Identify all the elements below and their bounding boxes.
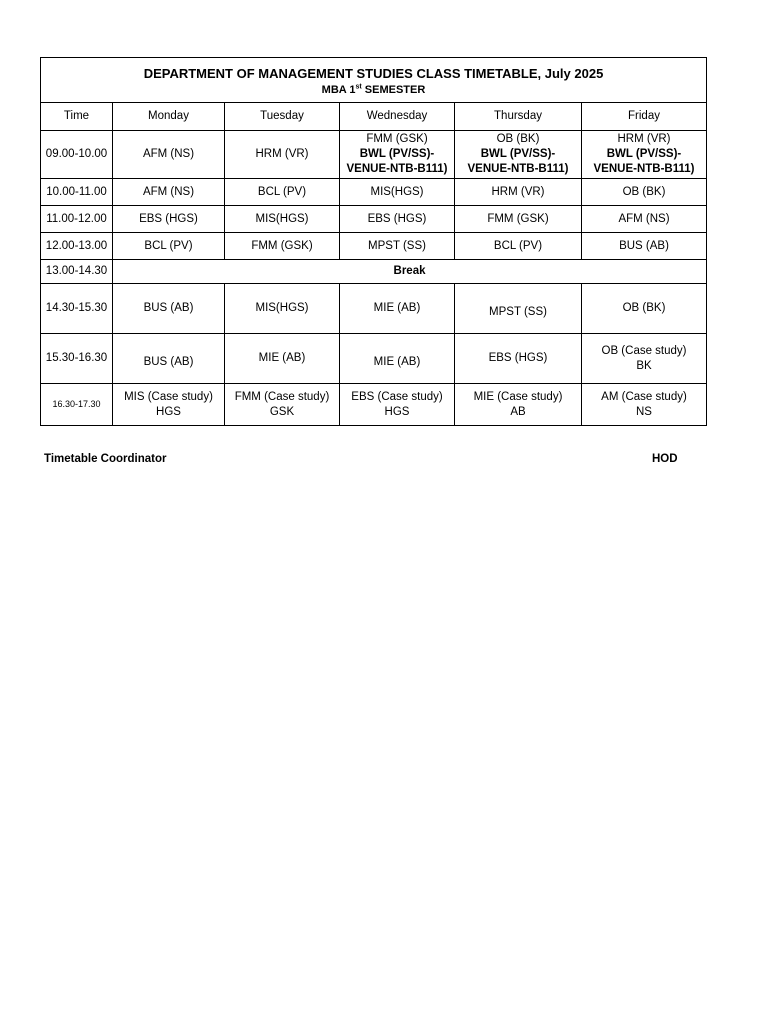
cell-wednesday: MIE (AB) xyxy=(340,284,455,334)
cell-friday: AFM (NS) xyxy=(582,206,707,233)
cell-monday xyxy=(113,384,225,426)
cell-monday: EBS (HGS) xyxy=(113,206,225,233)
cell-monday: BCL (PV) xyxy=(113,233,225,260)
time-cell: 11.00-12.00 xyxy=(41,206,113,233)
cell-line: FMM (GSK) xyxy=(366,133,428,145)
cell-thursday xyxy=(455,384,582,426)
cell-bold-line: VENUE-NTB-B111) xyxy=(346,163,448,175)
cell-bold-line: BWL (PV/SS)- xyxy=(480,148,556,160)
cell-tuesday: MIS(HGS) xyxy=(225,284,340,334)
header-thursday: Thursday xyxy=(455,103,582,131)
cell-monday: BUS (AB) xyxy=(113,284,225,334)
cell-wednesday xyxy=(340,131,455,179)
page-title: DEPARTMENT OF MANAGEMENT STUDIES CLASS TIMETABLE, July 2025 xyxy=(143,65,604,81)
header-time: Time xyxy=(41,103,113,131)
cell-friday: BUS (AB) xyxy=(582,233,707,260)
cell-line: BK xyxy=(636,359,652,372)
title-cell xyxy=(41,58,707,103)
time-cell: 10.00-11.00 xyxy=(41,179,113,206)
table-row xyxy=(41,384,707,426)
cell-line: AB xyxy=(510,405,526,418)
table-row xyxy=(41,131,707,179)
header-tuesday: Tuesday xyxy=(225,103,340,131)
page-subtitle xyxy=(43,83,704,98)
cell-thursday: EBS (HGS) xyxy=(455,334,582,384)
cell-bold-line: VENUE-NTB-B111) xyxy=(593,163,695,175)
cell-bold-line: BWL (PV/SS)- xyxy=(359,148,435,160)
cell-wednesday xyxy=(340,384,455,426)
cell-wednesday: MIE (AB) xyxy=(340,334,455,384)
cell-line: NS xyxy=(636,405,652,418)
hod-label: HOD xyxy=(652,453,678,465)
cell-line: HGS xyxy=(156,405,181,418)
timetable-coordinator-label: Timetable Coordinator xyxy=(44,453,167,465)
table-row xyxy=(41,233,707,260)
cell-line: MIS (Case study) xyxy=(124,390,213,403)
cell-line: HGS xyxy=(384,405,410,418)
cell-thursday: MPST (SS) xyxy=(455,284,582,334)
cell-wednesday: MIS(HGS) xyxy=(340,179,455,206)
cell-line: MIE (Case study) xyxy=(473,390,563,403)
cell-thursday: BCL (PV) xyxy=(455,233,582,260)
break-row xyxy=(41,260,707,284)
cell-friday: OB (BK) xyxy=(582,284,707,334)
cell-friday: OB (BK) xyxy=(582,179,707,206)
cell-line: EBS (Case study) xyxy=(351,390,443,403)
table-row xyxy=(41,334,707,384)
cell-bold-line: BWL (PV/SS)- xyxy=(606,148,682,160)
time-cell: 16.30-17.30 xyxy=(41,384,113,426)
cell-tuesday: MIS(HGS) xyxy=(225,206,340,233)
cell-friday xyxy=(582,384,707,426)
table-row xyxy=(41,284,707,334)
cell-thursday xyxy=(455,131,582,179)
cell-monday: AFM (NS) xyxy=(113,131,225,179)
table-row xyxy=(41,206,707,233)
time-cell: 13.00-14.30 xyxy=(41,260,113,284)
table-row xyxy=(41,179,707,206)
cell-monday: AFM (NS) xyxy=(113,179,225,206)
header-monday: Monday xyxy=(113,103,225,131)
cell-tuesday: MIE (AB) xyxy=(225,334,340,384)
break-cell: Break xyxy=(113,260,707,284)
cell-line: FMM (Case study) xyxy=(234,390,330,403)
time-cell: 12.00-13.00 xyxy=(41,233,113,260)
cell-wednesday: MPST (SS) xyxy=(340,233,455,260)
header-row xyxy=(41,103,707,131)
cell-thursday: FMM (GSK) xyxy=(455,206,582,233)
cell-line: GSK xyxy=(269,405,295,418)
cell-friday xyxy=(582,131,707,179)
subtitle-pre: MBA 1 xyxy=(321,83,356,96)
header-friday: Friday xyxy=(582,103,707,131)
header-wednesday: Wednesday xyxy=(340,103,455,131)
time-cell: 09.00-10.00 xyxy=(41,131,113,179)
cell-line: OB (Case study) xyxy=(601,344,687,357)
cell-monday: BUS (AB) xyxy=(113,334,225,384)
timetable xyxy=(40,57,707,426)
cell-line: HRM (VR) xyxy=(617,133,671,145)
cell-tuesday xyxy=(225,384,340,426)
time-cell: 14.30-15.30 xyxy=(41,284,113,334)
cell-tuesday: HRM (VR) xyxy=(225,131,340,179)
cell-thursday: HRM (VR) xyxy=(455,179,582,206)
cell-line: OB (BK) xyxy=(496,133,540,145)
cell-line: AM (Case study) xyxy=(601,390,687,403)
subtitle-sup: st xyxy=(355,82,362,90)
cell-wednesday: EBS (HGS) xyxy=(340,206,455,233)
time-cell: 15.30-16.30 xyxy=(41,334,113,384)
cell-friday xyxy=(582,334,707,384)
subtitle-post: SEMESTER xyxy=(361,83,426,96)
cell-tuesday: BCL (PV) xyxy=(225,179,340,206)
cell-bold-line: VENUE-NTB-B111) xyxy=(467,163,569,175)
cell-tuesday: FMM (GSK) xyxy=(225,233,340,260)
